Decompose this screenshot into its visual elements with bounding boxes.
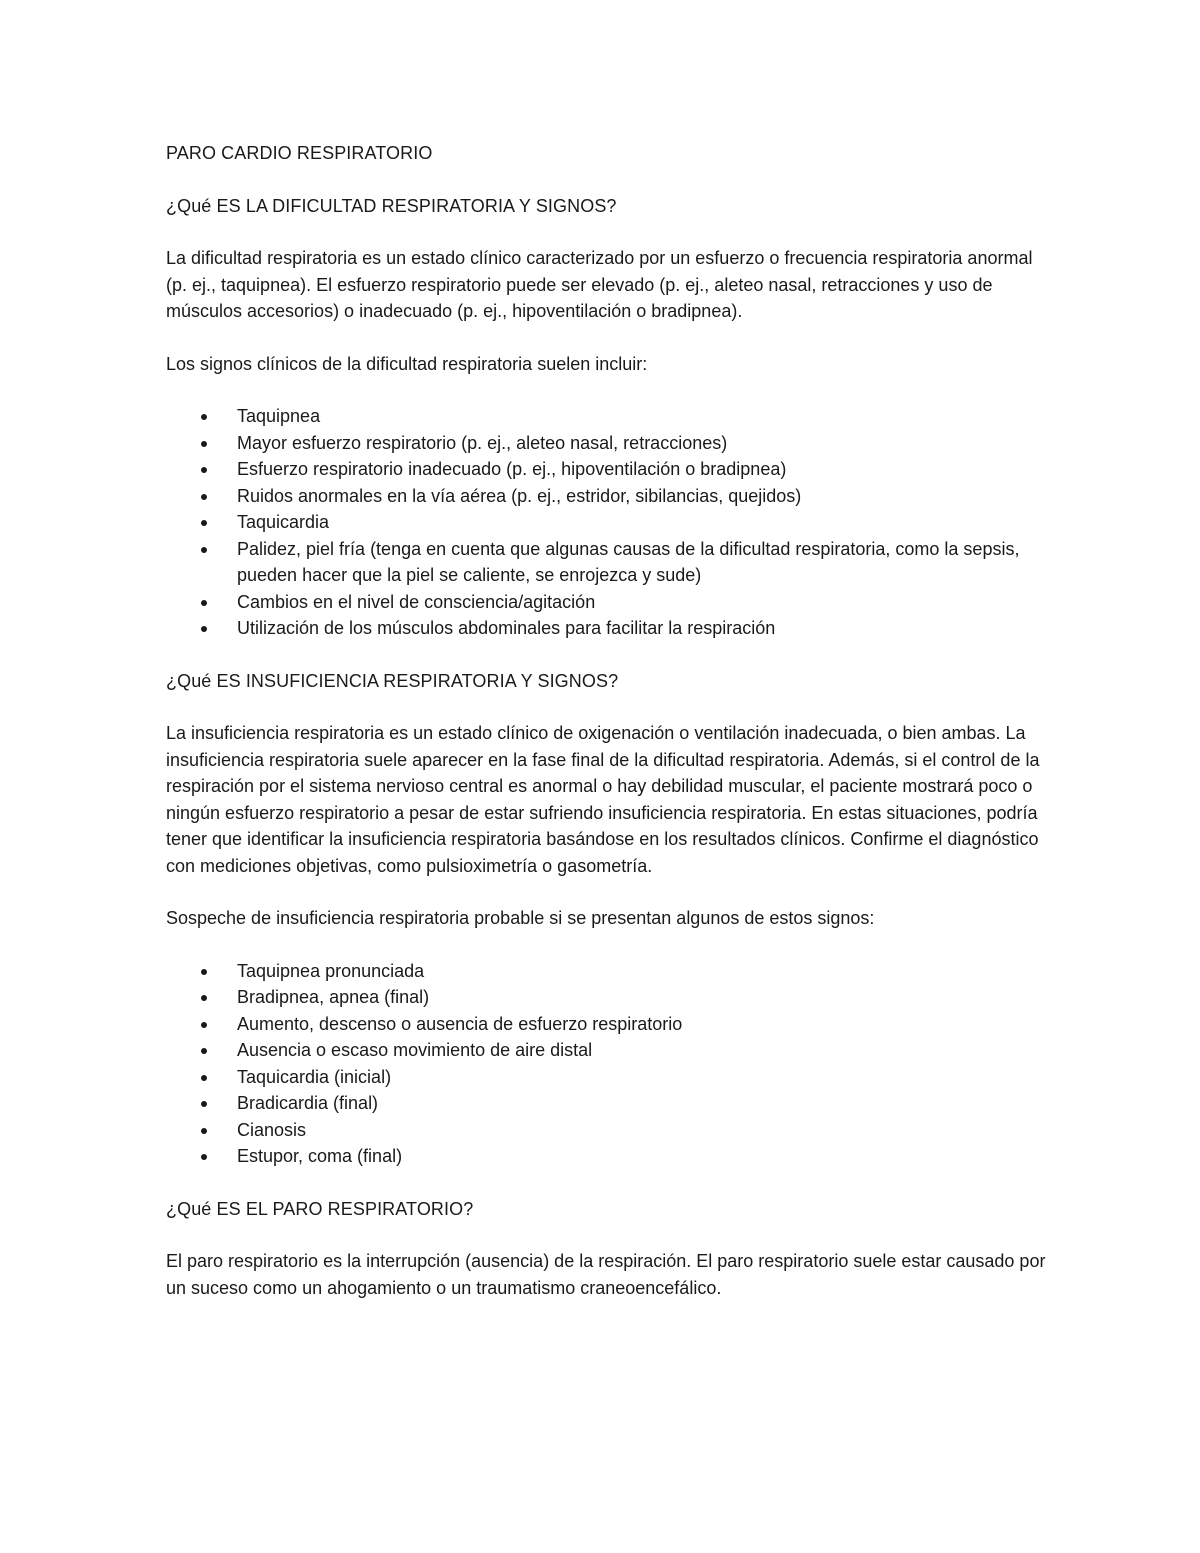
section-paragraph-insuficiencia: La insuficiencia respiratoria es un estado clínico de oxigenación o ventilación inadecuada, o bien ambas. La insuficiencia respiratoria suele aparecer en la fase final de la dificultad respiratoria. Además, si el control de la respiración por el sistema nervioso central es anormal o hay debilidad muscular, el paciente mostrará poco o ningún esfuerzo respiratorio a pesar de estar sufriendo insuficiencia respiratoria. En estas situaciones, podría tener que identificar la insuficiencia respiratoria basándose en los resultados clínicos. Confirme el diagnóstico con mediciones objetivas, como pulsioximetría o gasometría. [166,723,1040,876]
bullet-icon [201,441,207,447]
list-item: Mayor esfuerzo respiratorio (p. ej., aleteo nasal, retracciones) [166,430,1046,457]
section-intro-dificultad: Los signos clínicos de la dificultad respiratoria suelen incluir: [166,353,648,374]
section-paragraph-paro: El paro respiratorio es la interrupción (ausencia) de la respiración. El paro respiratorio suele estar causado por un suceso como un ahogamiento o un traumatismo craneoencefálico. [166,1251,1046,1298]
section-heading-dificultad: ¿Qué ES LA DIFICULTAD RESPIRATORIA Y SIGNOS? [166,195,617,216]
bullet-icon [201,1075,207,1081]
list-item: Taquicardia [166,509,1046,536]
list-item: Esfuerzo respiratorio inadecuado (p. ej., hipoventilación o bradipnea) [166,456,1046,483]
section-heading-insuficiencia: ¿Qué ES INSUFICIENCIA RESPIRATORIA Y SIGNOS? [166,670,619,691]
list-item: Taquicardia (inicial) [166,1064,1046,1091]
list-item: Aumento, descenso o ausencia de esfuerzo respiratorio [166,1011,1046,1038]
signs-list-dificultad [166,403,1046,642]
list-item: Estupor, coma (final) [166,1143,1046,1170]
section-intro-insuficiencia: Sospeche de insuficiencia respiratoria probable si se presentan algunos de estos signos: [166,908,875,928]
bullet-icon [201,1128,207,1134]
bullet-icon [201,467,207,473]
bullet-icon [201,494,207,500]
section-heading-paro: ¿Qué ES EL PARO RESPIRATORIO? [166,1198,474,1219]
list-item: Palidez, piel fría (tenga en cuenta que algunas causas de la dificultad respiratoria, como la sepsis, pueden hacer que la piel se caliente, se enrojezca y sude) [166,536,1046,589]
bullet-icon [201,1154,207,1160]
list-item: Bradipnea, apnea (final) [166,984,1046,1011]
list-item: Ruidos anormales en la vía aérea (p. ej., estridor, sibilancias, quejidos) [166,483,1046,510]
bullet-icon [201,1101,207,1107]
bullet-icon [201,414,207,420]
signs-list-insuficiencia [166,958,1046,1170]
list-item: Taquipnea [166,403,1046,430]
document-page [166,140,1046,1327]
list-item: Taquipnea pronunciada [166,958,1046,985]
bullet-icon [201,547,207,553]
document-title: PARO CARDIO RESPIRATORIO [166,143,433,163]
bullet-icon [201,1048,207,1054]
bullet-icon [201,626,207,632]
bullet-icon [201,969,207,975]
bullet-icon [201,1022,207,1028]
list-item: Bradicardia (final) [166,1090,1046,1117]
list-item: Ausencia o escaso movimiento de aire distal [166,1037,1046,1064]
list-item: Utilización de los músculos abdominales para facilitar la respiración [166,615,1046,642]
list-item: Cianosis [166,1117,1046,1144]
section-paragraph-dificultad: La dificultad respiratoria es un estado clínico caracterizado por un esfuerzo o frecuencia respiratoria anormal (p. ej., taquipnea). El esfuerzo respiratorio puede ser elevado (p. ej., aleteo nasal, retracciones y uso de músculos accesorios) o inadecuado (p. ej., hipoventilación o bradipnea). [166,248,1033,321]
bullet-icon [201,995,207,1001]
list-item: Cambios en el nivel de consciencia/agitación [166,589,1046,616]
bullet-icon [201,600,207,606]
bullet-icon [201,520,207,526]
